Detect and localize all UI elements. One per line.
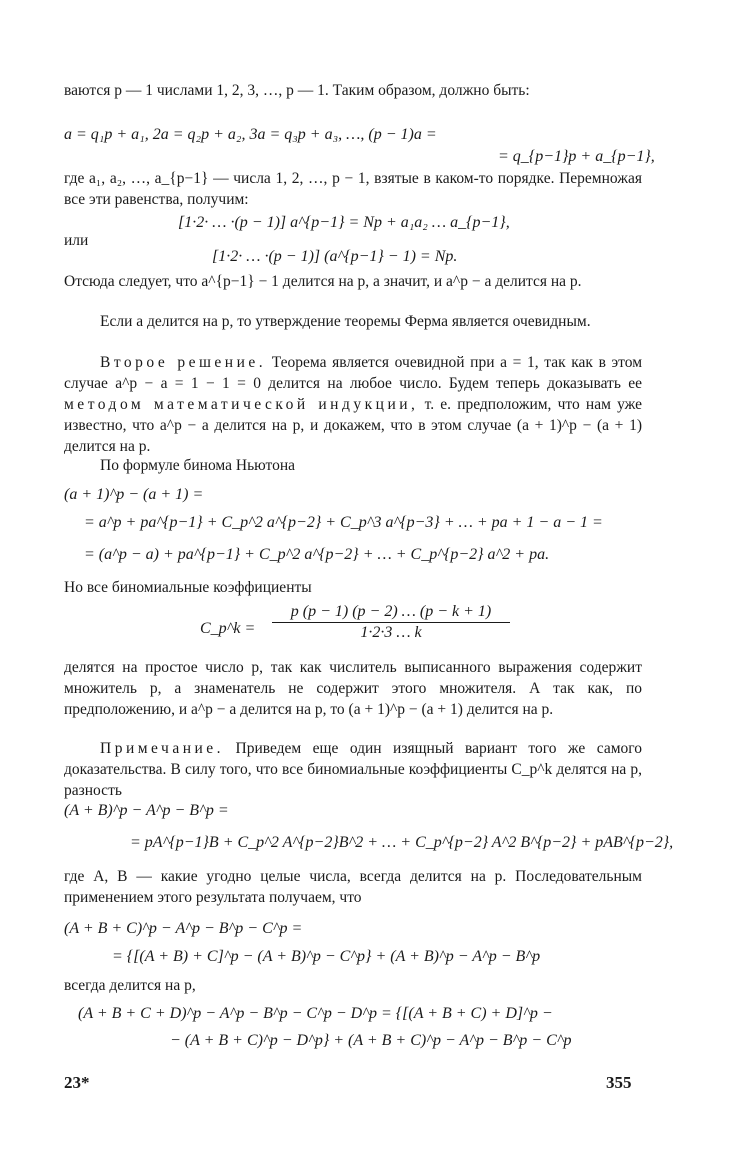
equation-product-np: [1·2· … ·(p − 1)] (a^{p−1} − 1) = Np. [212,248,458,265]
equation-binomial-line3: = (a^p − a) + pa^{p−1} + C_p^2 a^{p−2} + … + C_p^{p−2} a^2 + pa. [84,546,550,563]
fraction-lhs: C_p^k = [200,620,256,637]
word-or: или [64,232,89,249]
paragraph-binomial-coefficients: Но все биномиальные коэффициенты [64,579,312,596]
paragraph-remark [64,738,642,801]
equation-four-terms-line1: (A + B + C + D)^p − A^p − B^p − C^p − D^p = {[(A + B + C) + D]^p − [78,1005,553,1022]
heading-second-solution: Второе решение. [100,354,267,371]
equation-binomial-line2: = a^p + pa^{p−1} + C_p^2 a^{p−2} + C_p^3 a^{p−3} + … + pa + 1 − a − 1 = [84,514,603,531]
paragraph-intro: ваются p — 1 числами 1, 2, 3, …, p — 1. Таким образом, должно быть: [64,82,530,99]
page-number: 355 [606,1073,632,1092]
second-solution-text-b: т. е. предположим, что нам уже известно, что a^p − a делится на p, и докажем, что в этом случае (a + 1)^p − (a + 1) делится на p. [64,396,642,455]
equation-four-terms-line2: − (A + B + C)^p − D^p} + (A + B + C)^p − A^p − B^p − C^p [170,1032,572,1049]
paragraph-prime-divisibility: делятся на простое число p, так как числитель выписанного выражения содержит множитель p, а знаменатель не содержит этого множителя. А так как, по предположению, и a^p − a делится на p, то (a + 1)^p − (a + 1) делится на p. [64,659,642,718]
paragraph-conclusion: Отсюда следует, что a^{p−1} − 1 делится на p, а значит, и a^p − a делится на p. [64,273,582,290]
paragraph-second-solution [64,352,642,457]
equation-difference-line1: (A + B)^p − A^p − B^p = [64,802,229,819]
equation-three-terms-line1: (A + B + C)^p − A^p − B^p − C^p = [64,920,303,937]
equation-congruences-line1: a = q₁p + a₁, 2a = q₂p + a₂, 3a = q₃p + a₃, …, (p − 1)a = [64,126,437,143]
equation-difference-line2: = pA^{p−1}B + C_p^2 A^{p−2}B^2 + … + C_p^{p−2} A^2 B^{p−2} + pAB^{p−2}, [130,834,674,851]
method-induction-spaced: методом математической индукции, [64,396,419,413]
remark-text: Приведем еще один изящный вариант того же самого доказательства. В силу того, что все биномиальные коэффициенты C_p^k делятся на p, разность [64,740,642,799]
paragraph-always-divisible: всегда делится на p, [64,977,196,994]
signature-mark: 23* [64,1073,90,1092]
fraction-numerator: p (p − 1) (p − 2) … (p − k + 1) [290,603,492,620]
binomial-coefficient-fraction [272,603,510,642]
second-solution-text-a: Теорема является очевидной при a = 1, так как в этом случае a^p − a = 1 − 1 = 0 делится на любое число. Будем теперь доказывать ее [64,354,642,392]
paragraph-any-integers: где A, B — какие угодно целые числа, всегда делится на p. Последовательным применением этого результата получаем, что [64,868,642,906]
equation-product: [1·2· … ·(p − 1)] a^{p−1} = Np + a₁a₂ … a_{p−1}, [178,214,510,231]
heading-remark: Примечание. [100,740,225,757]
equation-three-terms-line2: = {[(A + B) + C]^p − (A + B)^p − C^p} + (A + B)^p − A^p − B^p [112,948,541,965]
equation-binomial-line1: (a + 1)^p − (a + 1) = [64,486,204,503]
paragraph-where-a: где a₁, a₂, …, a_{p−1} — числа 1, 2, …, p − 1, взятые в каком-то порядке. Перемножая все эти равенства, получим: [64,170,642,208]
fraction-bar [272,622,510,623]
equation-congruences-line2: = q_{p−1}p + a_{p−1}, [498,148,655,165]
paragraph-binomial-formula: По формуле бинома Ньютона [100,457,296,474]
paragraph-divisible-case: Если a делится на p, то утверждение теоремы Ферма является очевидным. [100,313,591,330]
fraction-denominator: 1·2·3 … k [360,624,422,641]
